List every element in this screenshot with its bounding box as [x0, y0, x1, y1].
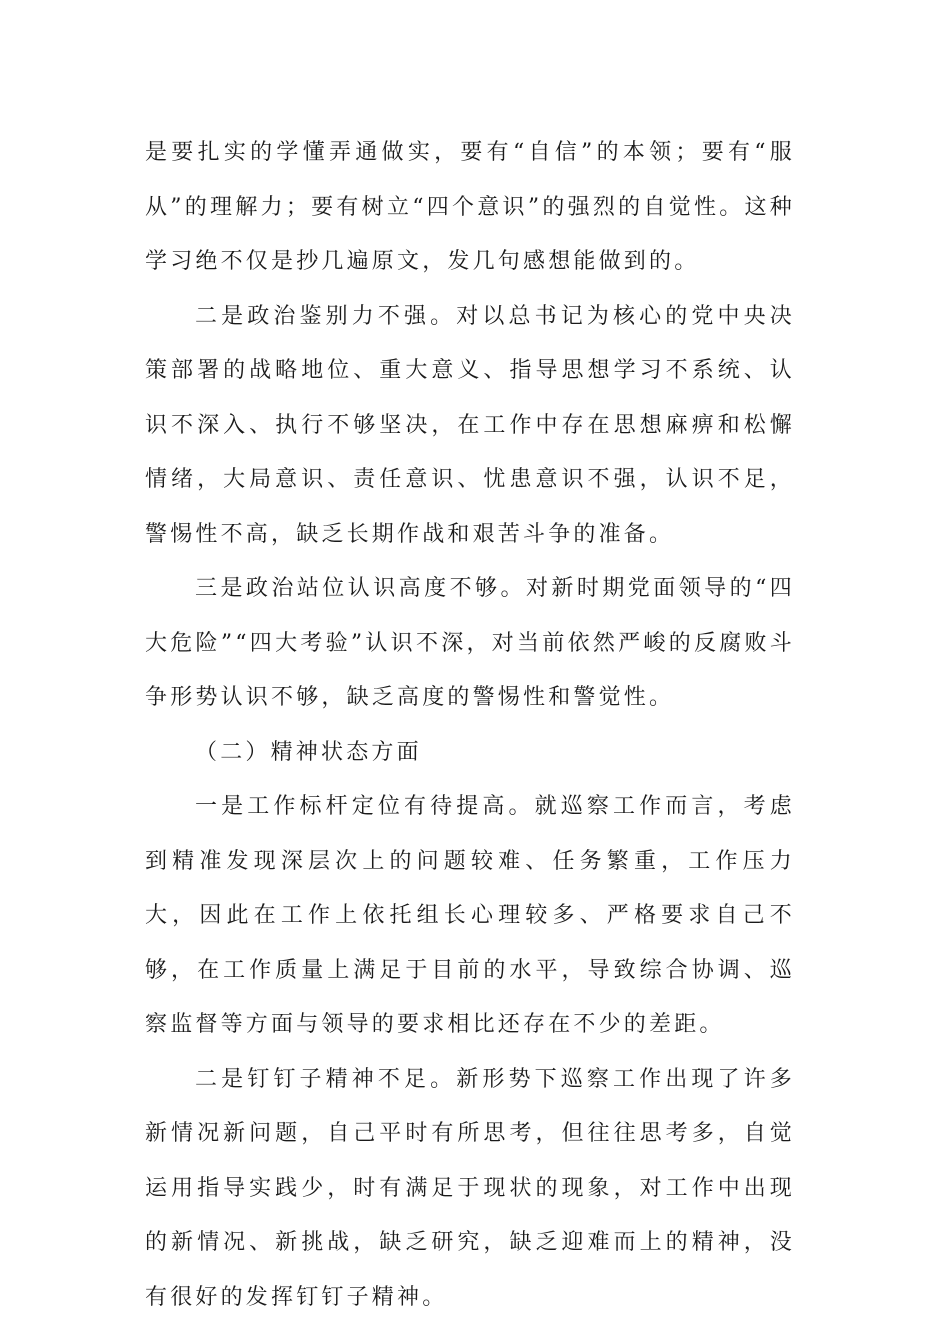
paragraph-nail-spirit: 二是钉钉子精神不足。新形势下巡察工作出现了许多新情况新问题，自己平时有所思考，但往往思考多，自觉运用指导实践少，时有满足于现状的现象，对工作中出现的新情况、新挑战，缺乏研究，缺乏迎难而上的精神，没有很好的发挥钉钉子精神。	[145, 1066, 795, 1310]
section-heading-mental-state: （二）精神状态方面	[195, 739, 422, 765]
paragraph-continuation: 是要扎实的学懂弄通做实，要有“自信”的本领；要有“服从”的理解力；要有树立“四个意识”的强烈的自觉性。这种学习绝不仅是抄几遍原文，发几句感想能做到的。	[145, 140, 795, 274]
paragraph-political-stance: 三是政治站位认识高度不够。对新时期党面领导的“四大危险”“四大考验”认识不深，对当前依然严峻的反腐败斗争形势认识不够，缺乏高度的警惕性和警觉性。	[145, 576, 795, 710]
paragraph-work-benchmark: 一是工作标杆定位有待提高。就巡察工作而言，考虑到精准发现深层次上的问题较难、任务繁重，工作压力大，因此在工作上依托组长心理较多、严格要求自己不够，在工作质量上满足于目前的水平，导致综合协调、巡察监督等方面与领导的要求相比还存在不少的差距。	[145, 794, 795, 1037]
document-body	[145, 126, 795, 1325]
paragraph-political-discernment: 二是政治鉴别力不强。对以总书记为核心的党中央决策部署的战略地位、重大意义、指导思想学习不系统、认识不深入、执行不够坚决，在工作中存在思想麻痹和松懈情绪，大局意识、责任意识、忧患意识不强，认识不足，警惕性不高，缺乏长期作战和艰苦斗争的准备。	[145, 303, 795, 547]
